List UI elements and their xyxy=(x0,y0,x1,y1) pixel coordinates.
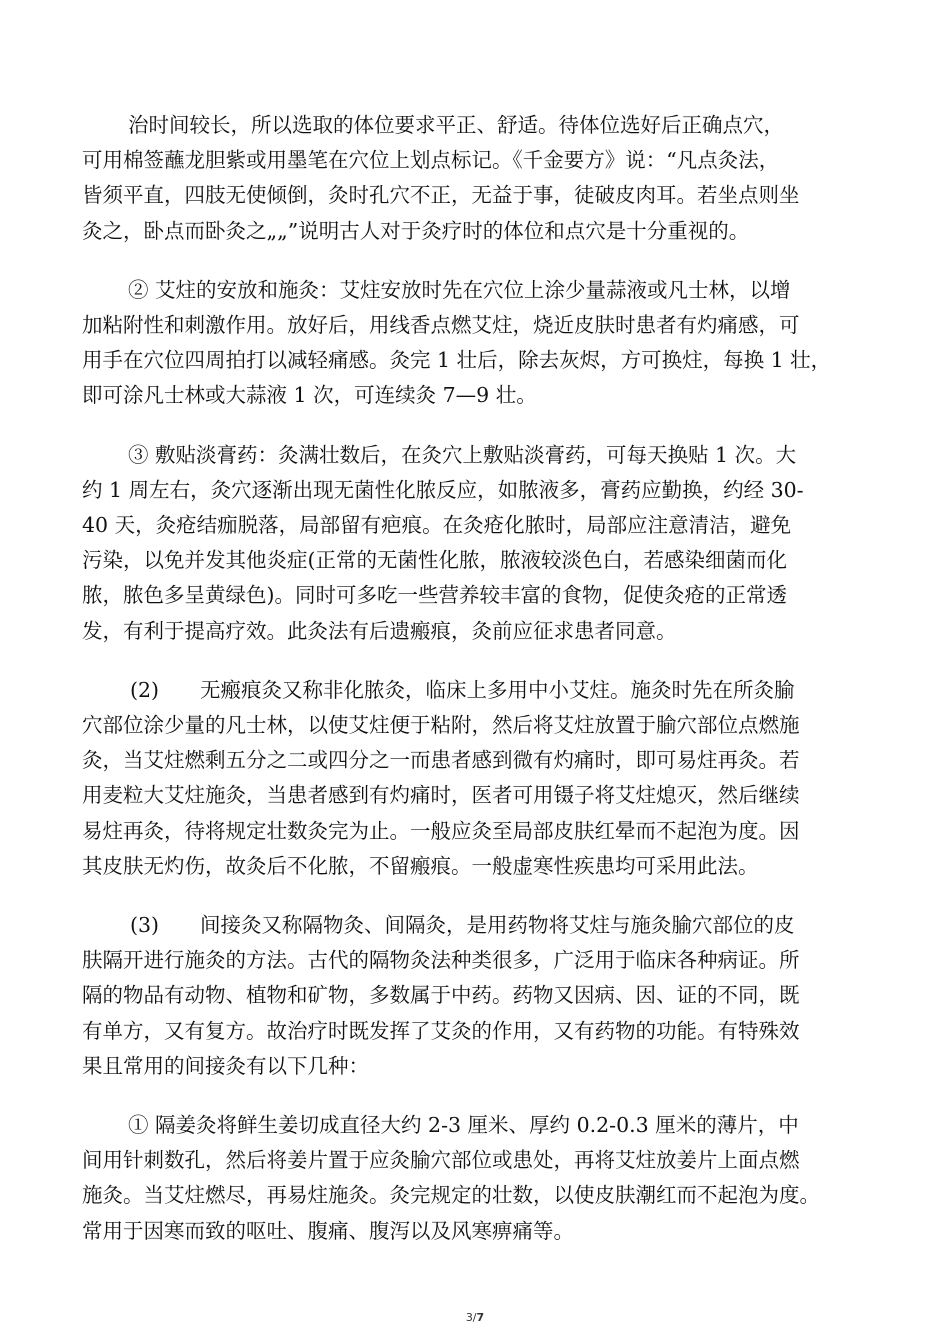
text-line: 施灸。当艾炷燃尽，再易炷施灸。灸完规定的壮数，以使皮肤潮红而不起泡为度。 xyxy=(82,1183,820,1208)
text-line: ③ 敷贴淡膏药：灸满壮数后，在灸穴上敷贴淡膏药，可每天换贴 1 次。大 xyxy=(128,442,797,467)
text-line: 果且常用的间接灸有以下几种： xyxy=(82,1053,369,1078)
text-line: (2) 无瘢痕灸又称非化脓灸，临床上多用中小艾炷。施灸时先在所灸腧 xyxy=(130,677,795,702)
text-line: 灸，当艾炷燃剩五分之二或四分之一而患者感到微有灼痛时，即可易炷再灸。若 xyxy=(82,748,800,773)
paragraph-ginger xyxy=(82,1108,882,1249)
current-page: 3/ xyxy=(465,1311,477,1324)
text-line: 用麦粒大艾炷施灸，当患者感到有灼痛时，医者可用镊子将艾炷熄灭，然后继续 xyxy=(82,783,800,808)
text-line: 肤隔开进行施灸的方法。古代的隔物灸法种类很多，广泛用于临床各种病证。所 xyxy=(82,948,800,973)
page-number xyxy=(0,1311,950,1324)
text-line: 约 1 周左右，灸穴逐渐出现无菌性化脓反应，如脓液多，膏药应勤换，约经 30- xyxy=(82,477,804,502)
text-line: 治时间较长，所以选取的体位要求平正、舒适。待体位选好后正确点穴， xyxy=(128,113,784,137)
text-line: 灸之，卧点而卧灸之„„”说明古人对于灸疗时的体位和点穴是十分重视的。 xyxy=(82,218,750,243)
text-line: 间用针刺数孔，然后将姜片置于应灸腧穴部位或患处，再将艾炷放姜片上面点燃 xyxy=(82,1148,800,1173)
document-body xyxy=(82,108,882,1273)
paragraph-body-position xyxy=(82,108,882,249)
text-line: 隔的物品有动物、植物和矿物，多数属于中药。药物又因病、因、证的不同，既 xyxy=(82,983,800,1008)
text-line: ② 艾炷的安放和施灸：艾炷安放时先在穴位上涂少量蒜液或凡士林，以增 xyxy=(128,277,791,302)
text-line: (3) 间接灸又称隔物灸、间隔灸，是用药物将艾炷与施灸腧穴部位的皮 xyxy=(130,913,795,938)
text-line: 40 天，灸疮结痂脱落，局部留有疤痕。在灸疮化脓时，局部应注意清洁，避免 xyxy=(82,513,792,538)
text-line: 用手在穴位四周拍打以减轻痛感。灸完 1 壮后，除去灰烬，方可换炷，每换 1 壮， xyxy=(82,348,832,373)
total-pages: 7 xyxy=(476,1311,485,1324)
text-line: 脓，脓色多呈黄绿色)。同时可多吃一些营养较丰富的食物，促使灸疮的正常透 xyxy=(82,583,787,608)
text-line: 污染，以免并发其他炎症(正常的无菌性化脓，脓液较淡色白，若感染细菌而化 xyxy=(82,548,787,573)
text-line: 其皮肤无灼伤，故灸后不化脓，不留瘢痕。一般虚寒性疾患均可采用此法。 xyxy=(82,853,759,878)
paragraph-indirect xyxy=(82,908,882,1084)
text-line: 皆须平直，四肢无使倾倒，灸时孔穴不正，无益于事，徒破皮肉耳。若坐点则坐 xyxy=(82,183,800,208)
text-line: 加粘附性和刺激作用。放好后，用线香点燃艾炷，烧近皮肤时患者有灼痛感，可 xyxy=(82,313,800,338)
paragraph-cone-placement xyxy=(82,273,882,414)
text-line: 易炷再灸，待将规定壮数灸完为止。一般应灸至局部皮肤红晕而不起泡为度。因 xyxy=(82,818,800,843)
text-line: 常用于因寒而致的呕吐、腹痛、腹泻以及风寒痹痛等。 xyxy=(82,1218,574,1243)
text-line: 可用棉签蘸龙胆紫或用墨笔在穴位上划点标记。《千金要方》说：“凡点灸法， xyxy=(82,148,780,173)
paragraph-plaster xyxy=(82,438,882,649)
text-line: 即可涂凡士林或大蒜液 1 次，可连续灸 7—9 壮。 xyxy=(82,383,537,408)
text-line: 发，有利于提高疗效。此灸法有后遗瘢痕，灸前应征求患者同意。 xyxy=(82,618,677,643)
text-line: ① 隔姜灸将鲜生姜切成直径大约 2-3 厘米、厚约 0.2-0.3 厘米的薄片，中 xyxy=(128,1113,799,1138)
paragraph-non-scarring xyxy=(82,673,882,884)
text-line: 穴部位涂少量的凡士林，以使艾炷便于粘附，然后将艾炷放置于腧穴部位点燃施 xyxy=(82,713,800,738)
text-line: 有单方，又有复方。故治疗时既发挥了艾灸的作用，又有药物的功能。有特殊效 xyxy=(82,1018,800,1043)
